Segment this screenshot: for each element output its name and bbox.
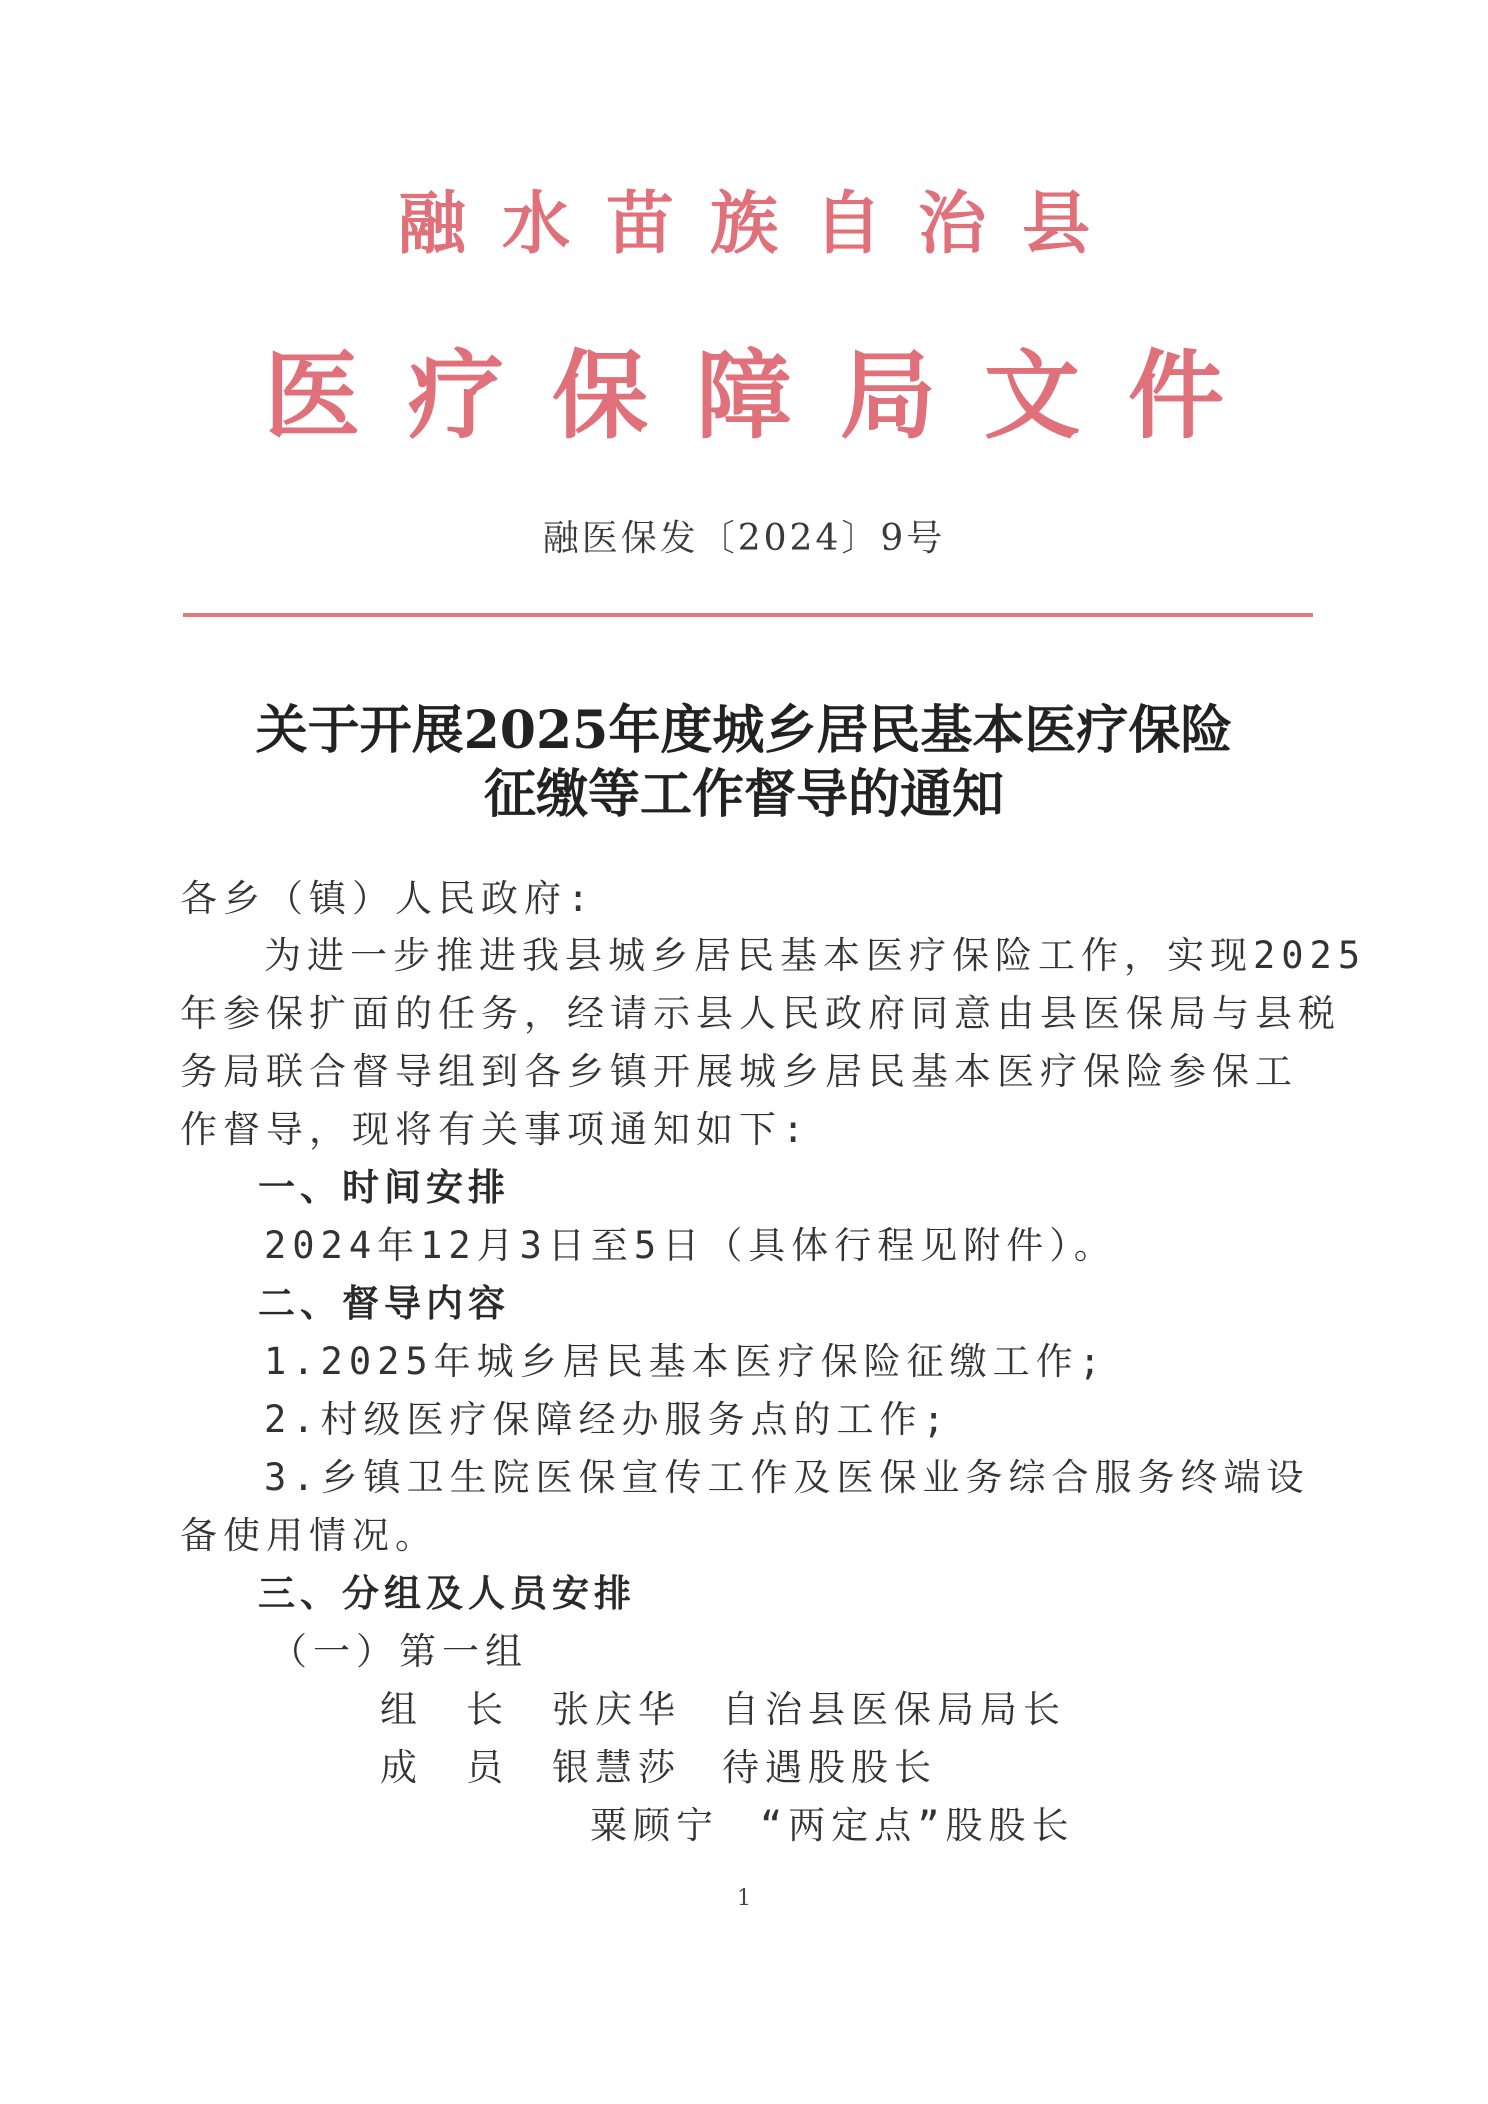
intro-line-3: 务局联合督导组到各乡镇开展城乡居民基本医疗保险参保工: [180, 1050, 1298, 1093]
member-2-title: “两定点”股股长: [760, 1804, 1075, 1847]
leader-role: 组 长: [380, 1688, 509, 1731]
intro-line-4: 作督导，现将有关事项通知如下:: [180, 1108, 811, 1151]
red-divider-line: [183, 613, 1313, 617]
content-item-1: 1.2025年城乡居民基本医疗保险征缴工作;: [264, 1340, 1107, 1383]
content-item-3-line-2: 备使用情况。: [180, 1514, 438, 1557]
issuer-line-1: 融水苗族自治县: [397, 185, 1126, 264]
document-number: 融医保发〔2024〕9号: [542, 518, 946, 559]
document-title-line-1: 关于开展2025年度城乡居民基本医疗保险: [255, 700, 1233, 761]
page-number: 1: [737, 1886, 751, 1911]
intro-line-1: 为进一步推进我县城乡居民基本医疗保险工作，实现2025: [264, 934, 1367, 977]
addressee: 各乡（镇）人民政府:: [180, 877, 596, 920]
content-item-3-line-1: 3.乡镇卫生院医保宣传工作及医保业务综合服务终端设: [264, 1456, 1310, 1499]
member-role: 成 员: [380, 1746, 509, 1789]
group-1-heading: （一）第一组: [270, 1630, 528, 1673]
member-1-title: 待遇股股长: [722, 1746, 937, 1789]
member-1-name: 银慧莎: [552, 1746, 681, 1789]
content-item-2: 2.村级医疗保障经办服务点的工作;: [264, 1398, 951, 1441]
member-2-name: 粟顾宁: [590, 1804, 719, 1847]
section-1-heading: 一、时间安排: [258, 1166, 510, 1209]
leader-title: 自治县医保局局长: [722, 1688, 1066, 1731]
document-title-line-2: 征缴等工作督导的通知: [483, 764, 1004, 825]
section-1-text: 2024年12月3日至5日（具体行程见附件）。: [264, 1224, 1117, 1267]
issuer-line-2: 医疗保障局文件: [264, 340, 1272, 452]
section-3-heading: 三、分组及人员安排: [258, 1572, 636, 1615]
leader-name: 张庆华: [552, 1688, 681, 1731]
intro-line-2: 年参保扩面的任务，经请示县人民政府同意由县医保局与县税: [180, 992, 1341, 1035]
section-2-heading: 二、督导内容: [258, 1282, 510, 1325]
